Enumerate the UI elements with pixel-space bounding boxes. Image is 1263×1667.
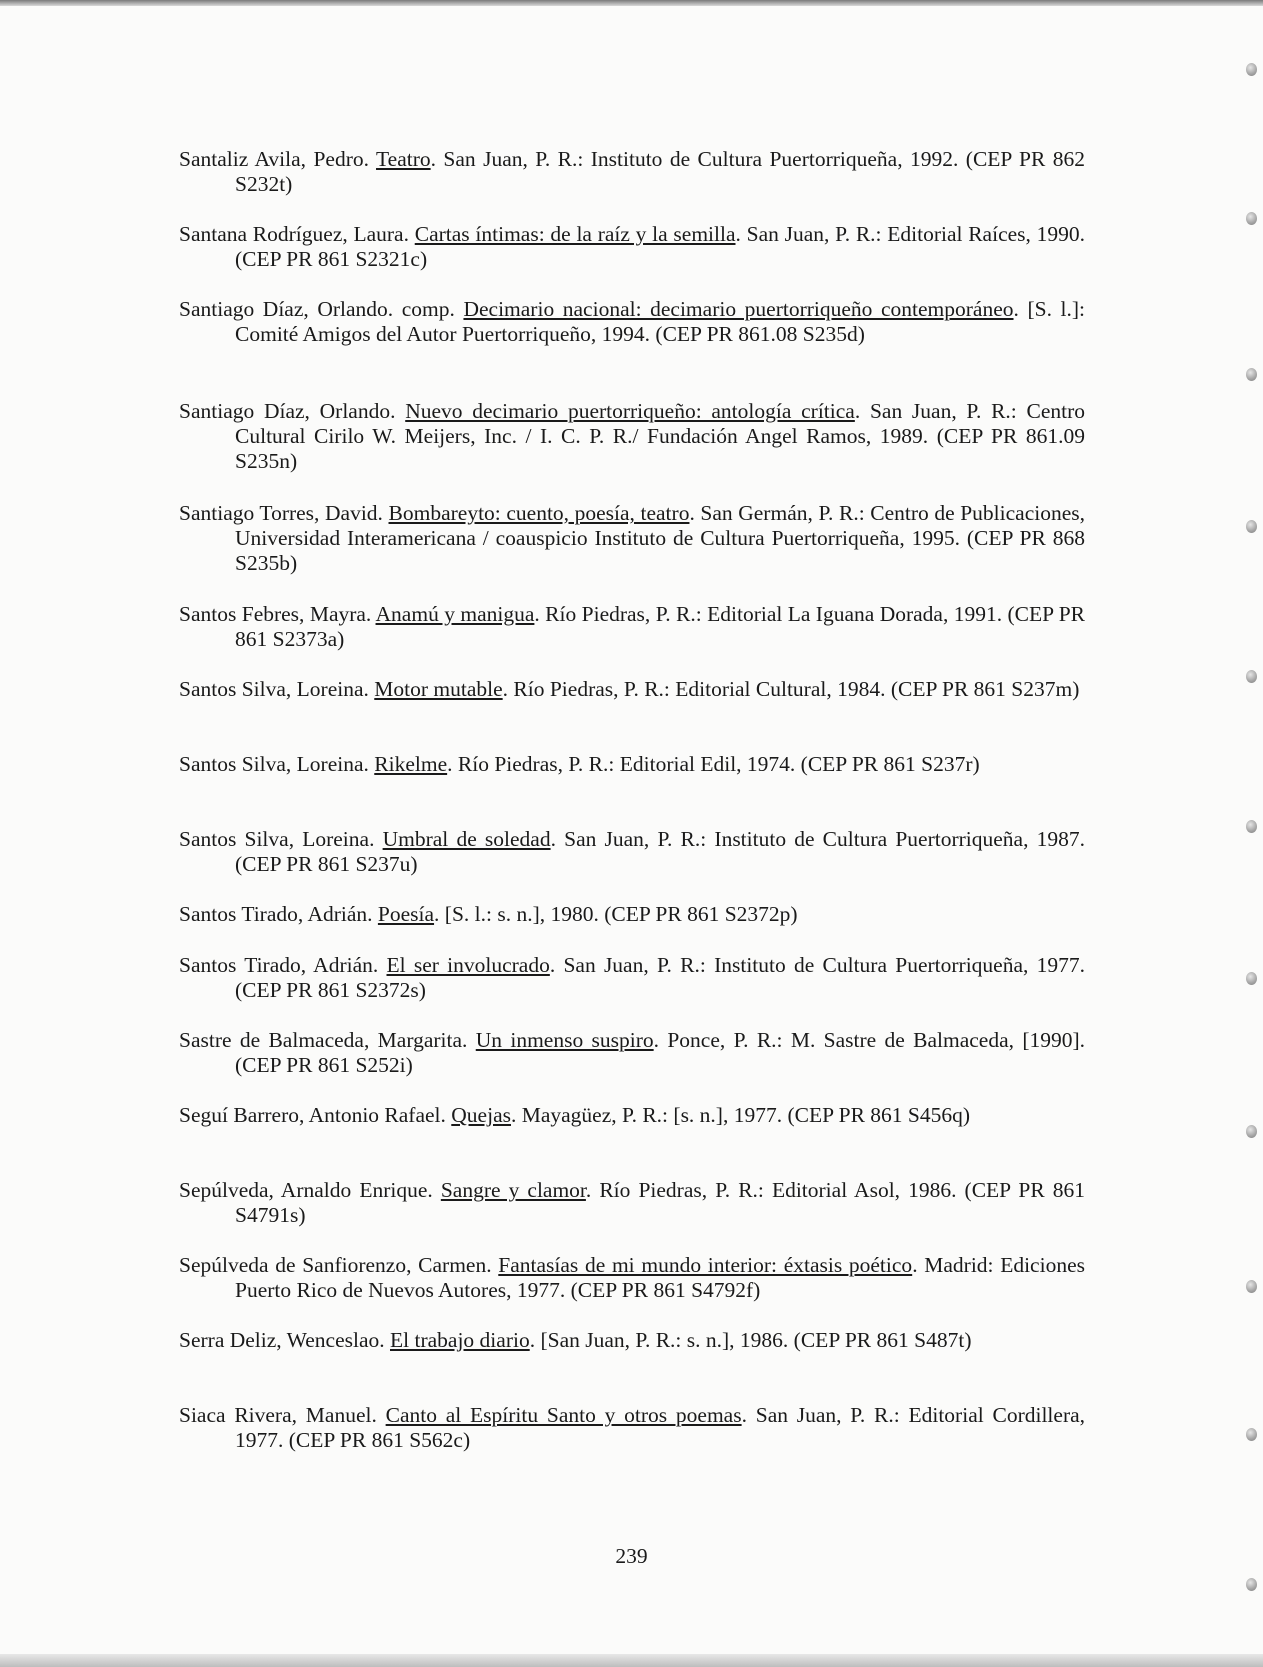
entry-details: . Río Piedras, P. R.: Editorial Asol, 1986. (CEP PR 861 S4791s)	[235, 1178, 1085, 1227]
entry-author: Seguí Barrero, Antonio Rafael.	[179, 1103, 446, 1127]
entry-author: Santos Febres, Mayra.	[179, 602, 372, 626]
bibliography-entry	[179, 222, 1085, 272]
top-edge-rule	[0, 0, 1263, 6]
entry-author: Santiago Torres, David.	[179, 501, 383, 525]
binding-hole-icon	[1246, 1125, 1257, 1138]
entry-author: Santiago Díaz, Orlando.	[179, 399, 396, 423]
entry-title: Nuevo decimario puertorriqueño: antología crítica	[405, 399, 855, 423]
entry-title: Quejas	[451, 1103, 511, 1127]
entry-details: . San Juan, P. R.: Centro Cultural Cirilo W. Meijers, Inc. / I. C. P. R./ Fundación Angel Ramos, 1989. (CEP PR 861.09 S235n)	[235, 399, 1086, 473]
entry-title: El trabajo diario	[390, 1328, 530, 1352]
entry-author: Santaliz Avila, Pedro.	[179, 147, 369, 171]
bibliography-entry	[179, 677, 1085, 702]
bibliography-entry	[179, 297, 1085, 347]
entry-title: Canto al Espíritu Santo y otros poemas	[385, 1403, 742, 1427]
binding-hole-icon	[1246, 670, 1257, 683]
entry-details: . San Juan, P. R.: Instituto de Cultura Puertorriqueña, 1977. (CEP PR 861 S2372s)	[235, 953, 1085, 1002]
binding-hole-icon	[1246, 820, 1257, 833]
entry-author: Sepúlveda, Arnaldo Enrique.	[179, 1178, 433, 1202]
entry-title: Sangre y clamor	[440, 1178, 586, 1202]
entry-details: . Mayagüez, P. R.: [s. n.], 1977. (CEP PR 861 S456q)	[510, 1103, 971, 1127]
entry-title: Teatro	[376, 147, 431, 171]
entry-author: Santos Tirado, Adrián.	[179, 902, 373, 926]
bibliography-entry	[179, 602, 1085, 652]
bibliography-entry	[179, 1103, 1085, 1128]
page-number: 239	[615, 1544, 648, 1568]
entry-title: Un inmenso suspiro	[475, 1028, 654, 1052]
binding-hole-icon	[1246, 972, 1257, 985]
bottom-edge-rule	[0, 1654, 1263, 1667]
entry-details: . [San Juan, P. R.: s. n.], 1986. (CEP PR 861 S487t)	[529, 1328, 972, 1352]
entry-title: Cartas íntimas: de la raíz y la semilla	[414, 222, 736, 246]
binding-hole-icon	[1246, 368, 1257, 381]
bibliography-entry	[179, 147, 1085, 197]
entry-details: . San Juan, P. R.: Editorial Raíces, 1990. (CEP PR 861 S2321c)	[235, 222, 1086, 271]
bibliography-entry	[179, 501, 1085, 576]
binding-hole-icon	[1246, 1578, 1257, 1591]
entry-details: . Río Piedras, P. R.: Editorial La Iguana Dorada, 1991. (CEP PR 861 S2373a)	[235, 602, 1085, 651]
entry-author: Santiago Díaz, Orlando. comp.	[179, 297, 455, 321]
bibliography-entry	[179, 1253, 1085, 1303]
entry-author: Siaca Rivera, Manuel.	[179, 1403, 377, 1427]
bibliography-entry	[179, 1028, 1085, 1078]
bibliography-entry	[179, 1178, 1085, 1228]
bibliography-entry	[179, 953, 1085, 1003]
binding-hole-icon	[1246, 1280, 1257, 1293]
bibliography-entry	[179, 827, 1085, 877]
entry-details: . Madrid: Ediciones Puerto Rico de Nuevos Autores, 1977. (CEP PR 861 S4792f)	[235, 1253, 1085, 1302]
entry-title: Anamú y manigua	[375, 602, 535, 626]
entry-author: Santos Silva, Loreina.	[179, 677, 369, 701]
entry-title: Motor mutable	[374, 677, 503, 701]
entry-details: . [S. l.]: Comité Amigos del Autor Puertorriqueño, 1994. (CEP PR 861.08 S235d)	[235, 297, 1086, 346]
entry-details: . [S. l.: s. n.], 1980. (CEP PR 861 S2372p)	[434, 902, 798, 926]
binding-hole-icon	[1246, 520, 1257, 533]
entry-details: . Río Piedras, P. R.: Editorial Cultural, 1984. (CEP PR 861 S237m)	[502, 677, 1080, 701]
entry-author: Santos Tirado, Adrián.	[179, 953, 379, 977]
bibliography-entry	[179, 399, 1085, 474]
bibliography-entry	[179, 1403, 1085, 1453]
bibliography-entry	[179, 1328, 1085, 1353]
binding-hole-icon	[1246, 1428, 1257, 1441]
entry-author: Serra Deliz, Wenceslao.	[179, 1328, 385, 1352]
entry-details: . San Germán, P. R.: Centro de Publicaciones, Universidad Interamericana / coauspicio Instituto de Cultura Puertorriqueña, 1995. (CEP PR 868 S235b)	[235, 501, 1086, 575]
entry-author: Sastre de Balmaceda, Margarita.	[179, 1028, 468, 1052]
bibliography-entry	[179, 902, 1085, 927]
entry-author: Sepúlveda de Sanfiorenzo, Carmen.	[179, 1253, 492, 1277]
entry-details: . San Juan, P. R.: Instituto de Cultura Puertorriqueña, 1987. (CEP PR 861 S237u)	[235, 827, 1085, 876]
entry-details: . San Juan, P. R.: Editorial Cordillera, 1977. (CEP PR 861 S562c)	[235, 1403, 1086, 1452]
entry-title: Decimario nacional: decimario puertorriqueño contemporáneo	[463, 297, 1014, 321]
entry-title: Fantasías de mi mundo interior: éxtasis poético	[498, 1253, 913, 1277]
binding-hole-icon	[1246, 212, 1257, 225]
entry-author: Santos Silva, Loreina.	[179, 827, 375, 851]
entry-details: . Río Piedras, P. R.: Editorial Edil, 1974. (CEP PR 861 S237r)	[447, 752, 980, 776]
entry-title: Umbral de soledad	[382, 827, 551, 851]
entry-author: Santos Silva, Loreina.	[179, 752, 369, 776]
entry-title: El ser involucrado	[386, 953, 550, 977]
entry-author: Santana Rodríguez, Laura.	[179, 222, 409, 246]
entry-title: Poesía	[377, 902, 435, 926]
entry-title: Bombareyto: cuento, poesía, teatro	[388, 501, 690, 525]
entry-details: . San Juan, P. R.: Instituto de Cultura Puertorriqueña, 1992. (CEP PR 862 S232t)	[235, 147, 1085, 196]
binding-hole-icon	[1246, 63, 1257, 76]
entry-title: Rikelme	[374, 752, 448, 776]
entry-details: . Ponce, P. R.: M. Sastre de Balmaceda, [1990]. (CEP PR 861 S252i)	[235, 1028, 1086, 1077]
bibliography-entry	[179, 752, 1085, 777]
